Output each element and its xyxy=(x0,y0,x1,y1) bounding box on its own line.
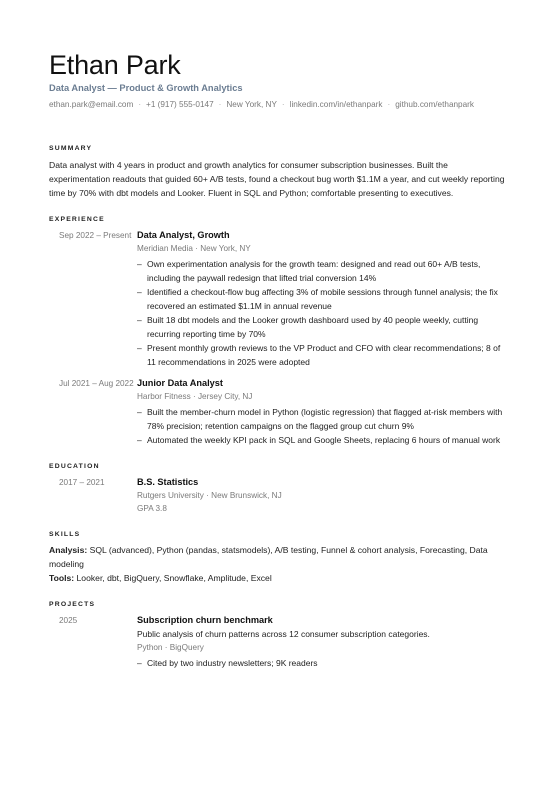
project-entry xyxy=(49,614,510,670)
experience-entry xyxy=(49,377,510,447)
project-year: 2025 xyxy=(59,616,78,625)
experience-bullets xyxy=(137,405,510,447)
skills-analysis-text: SQL (advanced), Python (pandas, statsmodels), A/B testing, Funnel & cohort analysis, Forecasting, Data modeling xyxy=(49,545,488,569)
education-section xyxy=(49,463,510,515)
contact-line xyxy=(49,100,510,109)
project-body xyxy=(137,614,510,670)
project-name: Subscription churn benchmark xyxy=(137,615,273,625)
skills-heading: SKILLS xyxy=(49,531,81,538)
candidate-name: Ethan Park xyxy=(49,50,181,80)
contact-linkedin-link[interactable]: linkedin.com/in/ethanpark xyxy=(289,100,383,109)
projects-section xyxy=(49,601,510,670)
summary-text: Data analyst with 4 years in product and growth analytics for consumer subscription businesses. Built the experimentation readouts that guided 60+ A/B tests, found a checkout bug worth $1.1M a year, and cut weekly reporting time by 70% with dbt models and Looker. Fluent in SQL and Python; comfortable presenting to executives. xyxy=(49,160,505,198)
experience-dates: Sep 2022 – Present xyxy=(59,231,132,240)
experience-bullet: – Identified a checkout-flow bug affecting 3% of mobile sessions through funnel analysis; the fix recovered an estimated $1.1M in annual revenue xyxy=(137,285,510,313)
education-degree: B.S. Statistics xyxy=(137,477,199,487)
experience-body xyxy=(137,229,510,369)
education-school: Rutgers University · New Brunswick, NJ xyxy=(137,491,282,500)
education-body xyxy=(137,476,510,515)
experience-entry xyxy=(49,229,510,369)
project-bullet: – Cited by two industry newsletters; 9K readers xyxy=(137,656,510,670)
skills-tools xyxy=(49,571,510,585)
experience-dates: Jul 2021 – Aug 2022 xyxy=(59,379,134,388)
resume-header xyxy=(49,50,510,109)
experience-bullets xyxy=(137,257,510,369)
experience-role: Junior Data Analyst xyxy=(137,378,223,388)
education-heading: EDUCATION xyxy=(49,463,100,470)
education-gpa: GPA 3.8 xyxy=(137,504,167,513)
summary-heading: SUMMARY xyxy=(49,145,93,152)
skills-analysis xyxy=(49,543,510,571)
experience-company: Harbor Fitness · Jersey City, NJ xyxy=(137,392,253,401)
experience-bullet: – Built 18 dbt models and the Looker growth dashboard used by 40 people weekly, cutting recurring reporting time by 70% xyxy=(137,313,510,341)
contact-phone[interactable]: +1 (917) 555-0147 xyxy=(146,100,214,109)
contact-separator: · xyxy=(387,100,391,109)
education-entry xyxy=(49,476,510,515)
experience-company: Meridian Media · New York, NY xyxy=(137,244,251,253)
experience-bullet: – Own experimentation analysis for the growth team: designed and read out 60+ A/B tests, including the paywall redesign that lifted trial conversion 14% xyxy=(137,257,510,285)
skills-section xyxy=(49,531,510,585)
contact-email[interactable]: ethan.park@email.com xyxy=(49,100,134,109)
contact-github-link[interactable]: github.com/ethanpark xyxy=(395,100,474,109)
project-stack: Python · BigQuery xyxy=(137,643,204,652)
summary-section xyxy=(49,145,510,200)
project-description: Public analysis of churn patterns across 12 consumer subscription categories. xyxy=(137,629,430,639)
experience-heading: EXPERIENCE xyxy=(49,216,105,223)
projects-heading: PROJECTS xyxy=(49,601,96,608)
experience-body xyxy=(137,377,510,447)
experience-section xyxy=(49,216,510,447)
skills-tools-label: Tools: xyxy=(49,573,75,583)
project-bullets xyxy=(137,656,510,670)
contact-separator: · xyxy=(218,100,222,109)
contact-separator: · xyxy=(138,100,142,109)
experience-bullet: – Automated the weekly KPI pack in SQL and Google Sheets, replacing 6 hours of manual work xyxy=(137,433,510,447)
contact-separator: · xyxy=(281,100,285,109)
education-dates: 2017 – 2021 xyxy=(59,478,105,487)
candidate-headline: Data Analyst — Product & Growth Analytics xyxy=(49,83,243,93)
experience-bullet: – Present monthly growth reviews to the VP Product and CFO with clear recommendations; 8 of 11 recommendations in 2025 were adopted xyxy=(137,341,510,369)
experience-role: Data Analyst, Growth xyxy=(137,230,230,240)
experience-bullet: – Built the member-churn model in Python (logistic regression) that flagged at-risk members with 78% precision; retention campaigns on the flagged group cut churn 9% xyxy=(137,405,510,433)
skills-tools-text: Looker, dbt, BigQuery, Snowflake, Amplitude, Excel xyxy=(76,573,272,583)
contact-location: New York, NY xyxy=(226,100,277,109)
skills-analysis-label: Analysis: xyxy=(49,545,88,555)
